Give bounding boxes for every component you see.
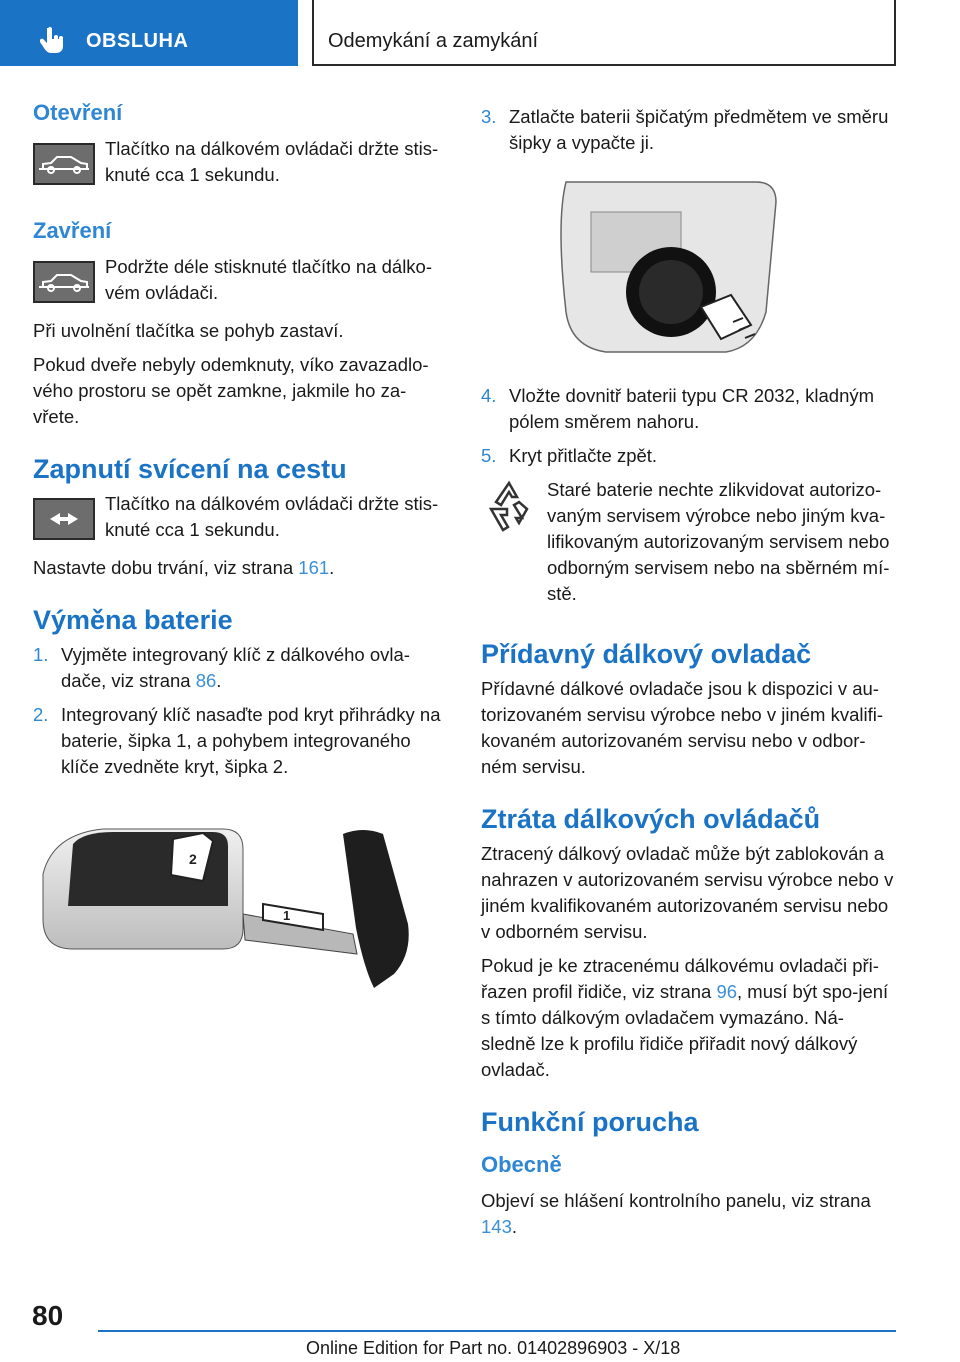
battery-steps [33, 642, 448, 780]
open-text: Tlačítko na dálkovém ovládači držte stis-knuté cca 1 sekundu. [105, 138, 439, 185]
light-instruction [33, 491, 448, 543]
general-text: Objeví se hlášení kontrolního panelu, viz strana 143. [481, 1190, 871, 1237]
open-instruction [33, 136, 448, 188]
trunk-car-icon [37, 153, 91, 175]
page-link-143[interactable]: 143 [481, 1216, 512, 1237]
page-link-96[interactable]: 96 [716, 981, 738, 1002]
open-heading: Otevření [33, 100, 123, 125]
extra-heading: Přídavný dálkový ovladač [481, 639, 812, 669]
battery-illustration [551, 172, 896, 367]
page-link-86[interactable]: 86 [195, 670, 217, 691]
step-item: 3. Zatlačte baterii špičatým předmětem ve směru šipky a vypačte ji. [481, 106, 889, 153]
release-text: Při uvolnění tlačítka se pohyb zastaví. [33, 320, 344, 341]
key-fob-image [33, 804, 448, 1004]
arrow-label-1: 1 [283, 908, 291, 923]
recycle-icon [481, 477, 537, 533]
section-label: OBSLUHA [86, 30, 189, 52]
step-item: 1. Vyjměte integrovaný klíč z dálkového ovla-dače, viz strana 86. [33, 644, 410, 691]
general-heading: Obecně [481, 1152, 562, 1177]
trunk-car-icon [37, 271, 91, 293]
fault-heading: Funkční porucha [481, 1107, 699, 1137]
left-column [33, 100, 448, 1009]
extra-text: Přídavné dálkové ovladače jsou k dispozici v au-torizovaném servisu výrobce nebo v jiném kvalifi-kovaném autorizovaném servisu nebo v odbor-ném servisu. [481, 678, 884, 777]
battery-compartment-image [551, 172, 781, 362]
close-text: Podržte déle stisknuté tlačítko na dálko-vém ovládači. [105, 256, 433, 303]
light-text: Tlačítko na dálkovém ovládači držte stis-knuté cca 1 sekundu. [105, 493, 439, 540]
close-instruction [33, 254, 448, 306]
hand-pointer-icon [40, 26, 66, 54]
battery-steps-cont [481, 104, 896, 156]
light-signal-icon [44, 509, 84, 529]
trunk-button-graphic [33, 261, 95, 303]
battery-heading: Výměna baterie [33, 605, 233, 635]
recycle-text: Staré baterie nechte zlikvidovat autorizo-vaným servisem výrobce nebo jiným kva-lifikovaným autorizovaným servisem nebo odborným servisem nebo na sběrném mí-stě. [547, 479, 890, 604]
chapter-label: Odemykání a zamykání [328, 30, 539, 52]
lost-heading: Ztráta dálkových ovládačů [481, 804, 821, 834]
lost-text-1: Ztracený dálkový ovladač může být zablokován a nahrazen v autorizovaném servisu výrobce nebo v jiném kvalifikovaném autorizovaném servisu nebo v odborném servisu. [481, 843, 894, 942]
page-number: 80 [32, 1300, 64, 1331]
close-heading: Zavření [33, 218, 112, 243]
section-tab[interactable] [0, 0, 298, 66]
duration-text: Nastavte dobu trvání, viz strana 161. [33, 557, 335, 578]
step-item: 4. Vložte dovnitř baterii typu CR 2032, kladným pólem směrem nahoru. [481, 385, 875, 432]
footer-divider [98, 1330, 896, 1332]
door-text: Pokud dveře nebyly odemknuty, víko zavazadlo-vého prostoru se opět zamkne, jakmile ho za-vřete. [33, 354, 429, 427]
lost-text-2: Pokud je ke ztracenému dálkovému ovladači při-řazen profil řidiče, viz strana 96, musí být spo-jení s tímto dálkovým ovladačem vymazáno. Ná-sledně lze k profilu řidiče přiřadit nový dálkový ovladač. [481, 955, 889, 1080]
step-item: 5. Kryt přitlačte zpět. [481, 445, 658, 466]
page-header [0, 0, 960, 66]
light-button-graphic [33, 498, 95, 540]
key-illustration [33, 804, 448, 1009]
right-column [481, 104, 896, 1248]
edition-text: Online Edition for Part no. 01402896903 - X/18 [306, 1338, 681, 1358]
trunk-button-graphic [33, 143, 95, 185]
light-heading: Zapnutí svícení na cestu [33, 454, 347, 484]
arrow-label-2: 2 [189, 851, 197, 867]
page-link-161[interactable]: 161 [298, 557, 330, 578]
step-item: 2. Integrovaný klíč nasaďte pod kryt přihrádky na baterie, šipka 1, a pohybem integrovaného klíče zvedněte kryt, šipka 2. [33, 704, 441, 777]
chapter-tab [312, 0, 896, 66]
recycle-note [481, 477, 896, 615]
battery-steps-cont2 [481, 383, 896, 469]
